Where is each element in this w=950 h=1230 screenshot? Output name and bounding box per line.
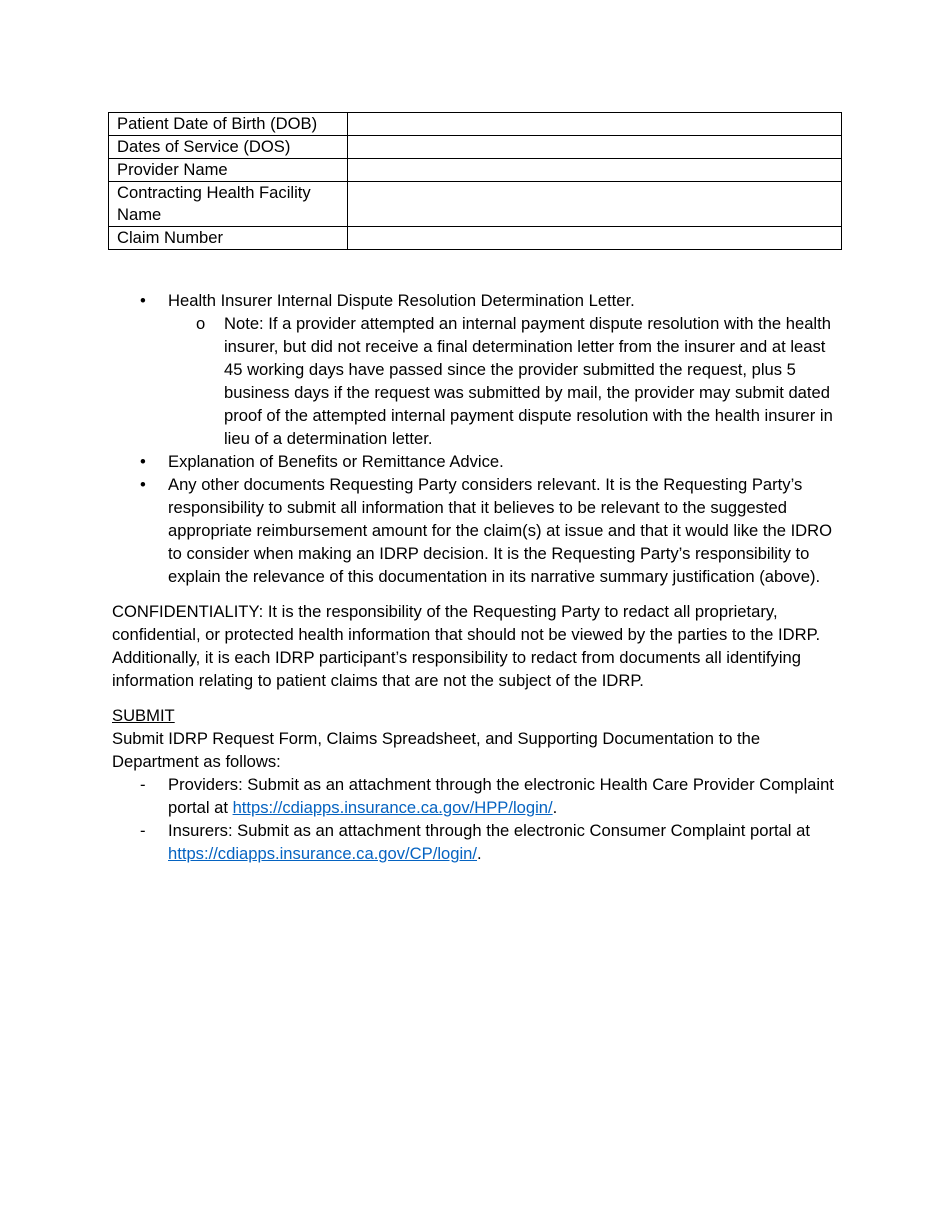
row-value <box>348 136 842 159</box>
list-item-text: Health Insurer Internal Dispute Resolution Determination Letter. <box>168 291 635 310</box>
insurers-text: Insurers: Submit as an attachment through the electronic Consumer Complaint portal at <box>168 821 810 840</box>
row-label: Contracting Health Facility Name <box>109 182 348 227</box>
insurers-portal-link[interactable]: https://cdiapps.insurance.ca.gov/CP/login/ <box>168 844 478 863</box>
row-value <box>348 227 842 250</box>
submit-intro: Submit IDRP Request Form, Claims Spreadsheet, and Supporting Documentation to the Department as follows: <box>112 729 761 771</box>
table-row <box>109 159 842 182</box>
list-item-note: o Note: If a provider attempted an internal payment dispute resolution with the health insurer, but did not receive a final determination letter from the insurer and at least 45 working days have passed since the provider submitted the request, plus 5 business days if the request was submitted by mail, the provider may submit dated proof of the attempted internal payment dispute resolution with the health insurer in lieu of a determination letter. <box>224 312 840 450</box>
table-row <box>109 136 842 159</box>
document-body <box>112 289 840 865</box>
documents-list <box>112 289 840 588</box>
period: . <box>552 798 558 817</box>
table-row <box>109 227 842 250</box>
list-item <box>168 289 840 450</box>
submit-heading: SUBMIT <box>112 706 175 725</box>
submit-list <box>112 773 840 865</box>
row-label: Dates of Service (DOS) <box>109 136 348 159</box>
providers-text: Providers: Submit as an attachment through the electronic Health Care Provider Complaint portal at <box>168 775 834 817</box>
list-item-insurers <box>168 819 840 865</box>
row-label: Provider Name <box>109 159 348 182</box>
claim-info-table <box>108 112 842 250</box>
period: . <box>477 844 482 863</box>
row-label: Patient Date of Birth (DOB) <box>109 113 348 136</box>
list-item: • Explanation of Benefits or Remittance Advice. <box>168 450 840 473</box>
table-row <box>109 113 842 136</box>
table-row <box>109 182 842 227</box>
list-item-providers <box>168 773 840 819</box>
row-value <box>348 113 842 136</box>
confidentiality-paragraph: CONFIDENTIALITY: It is the responsibility of the Requesting Party to redact all proprietary, confidential, or protected health information that should not be viewed by the parties to the IDRP. Additionally, it is each IDRP participant’s responsibility to redact from documents all identifying information relating to patient claims that are not the subject of the IDRP. <box>112 602 821 690</box>
providers-portal-link[interactable]: https://cdiapps.insurance.ca.gov/HPP/login/ <box>232 798 553 817</box>
row-value <box>348 182 842 227</box>
sub-list <box>168 312 840 450</box>
list-item: • Any other documents Requesting Party considers relevant. It is the Requesting Party’s responsibility to submit all information that it believes to be relevant to the suggested appropriate reimbursement amount for the claim(s) at issue and that it would like the IDRO to consider when making an IDRP decision. It is the Requesting Party’s responsibility to explain the relevance of this documentation in its narrative summary justification (above). <box>168 473 840 588</box>
row-value <box>348 159 842 182</box>
row-label: Claim Number <box>109 227 348 250</box>
